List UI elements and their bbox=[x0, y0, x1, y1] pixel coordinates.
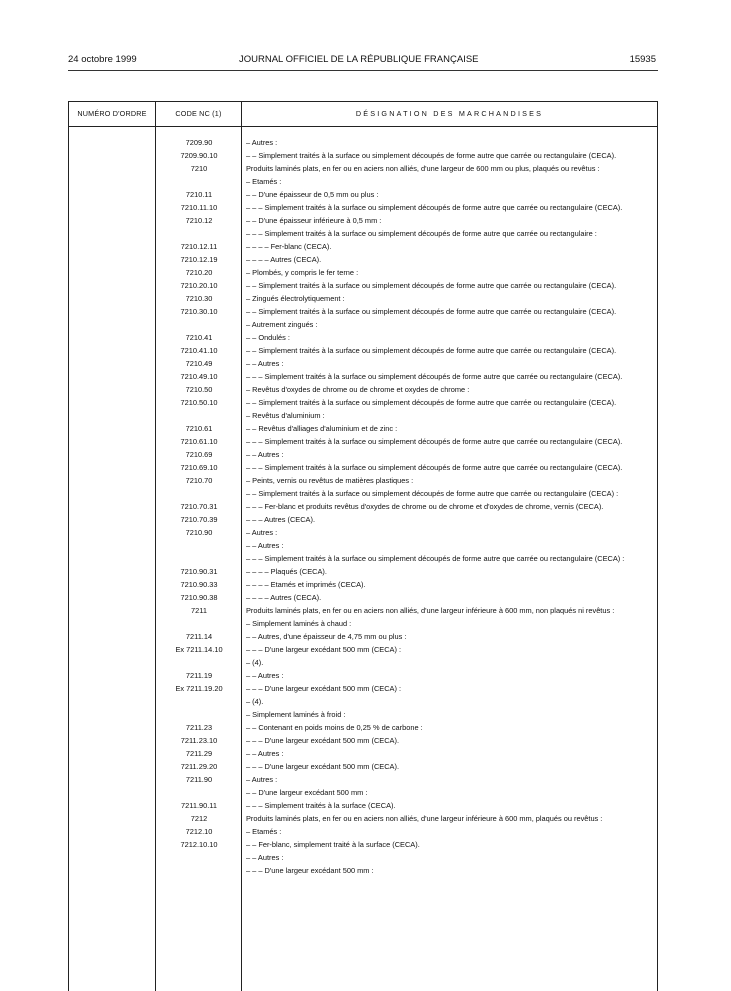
table-row bbox=[69, 554, 657, 563]
code-nc-cell: 7210.61 bbox=[185, 424, 213, 433]
code-nc-cell: 7210.90 bbox=[185, 528, 213, 537]
designation-cell: – – – – Plaqués (CECA). bbox=[246, 567, 327, 576]
goods-table bbox=[68, 101, 658, 991]
table-row bbox=[69, 697, 657, 706]
designation-cell: – Revêtus d'oxydes de chrome ou de chrome et oxydes de chrome : bbox=[246, 385, 470, 394]
designation-cell: – – – – Autres (CECA). bbox=[246, 593, 322, 602]
designation-cell: – – Autres : bbox=[246, 853, 284, 862]
designation-cell: – – Ondulés : bbox=[246, 333, 290, 342]
table-row bbox=[69, 307, 657, 316]
code-nc-cell: 7211.29.20 bbox=[180, 762, 218, 771]
table-row bbox=[69, 450, 657, 459]
code-nc-cell: 7209.90.10 bbox=[180, 151, 218, 160]
designation-cell: – Zingués électrolytiquement : bbox=[246, 294, 345, 303]
code-nc-cell: 7210 bbox=[190, 164, 208, 173]
designation-cell: Produits laminés plats, en fer ou en aciers non alliés, d'une largeur inférieure à 600 mm, plaqués ou revêtus : bbox=[246, 814, 603, 823]
designation-cell: – – Autres : bbox=[246, 450, 284, 459]
designation-cell: – – Simplement traités à la surface ou simplement découpés de forme autre que carrée ou rectangulaire (CECA). bbox=[246, 398, 617, 407]
table-row bbox=[69, 424, 657, 433]
table-row bbox=[69, 502, 657, 511]
designation-cell: – Simplement laminés à chaud : bbox=[246, 619, 352, 628]
table-row bbox=[69, 580, 657, 589]
table-row bbox=[69, 164, 657, 173]
code-nc-cell: 7210.50.10 bbox=[180, 398, 218, 407]
table-row bbox=[69, 138, 657, 147]
column-header-code-nc: CODE NC (1) bbox=[175, 109, 222, 118]
page-header bbox=[68, 54, 658, 68]
code-nc-cell: 7210.11.10 bbox=[180, 203, 218, 212]
code-nc-cell: 7210.69 bbox=[185, 450, 213, 459]
table-body bbox=[69, 138, 657, 879]
designation-cell: – Autres : bbox=[246, 138, 278, 147]
table-row bbox=[69, 398, 657, 407]
designation-cell: – – – – Autres (CECA). bbox=[246, 255, 322, 264]
code-nc-cell: 7210.30.10 bbox=[180, 307, 218, 316]
code-nc-cell: 7210.20 bbox=[185, 268, 213, 277]
code-nc-cell: 7210.70 bbox=[185, 476, 213, 485]
table-row bbox=[69, 463, 657, 472]
designation-cell: – – – Simplement traités à la surface ou simplement découpés de forme autre que carrée ou rectangulaire (CECA). bbox=[246, 203, 623, 212]
table-row bbox=[69, 814, 657, 823]
code-nc-cell: 7210.90.38 bbox=[180, 593, 218, 602]
table-row bbox=[69, 359, 657, 368]
table-row bbox=[69, 723, 657, 732]
table-row bbox=[69, 658, 657, 667]
code-nc-cell: 7212.10 bbox=[185, 827, 213, 836]
designation-cell: – – – Simplement traités à la surface ou simplement découpés de forme autre que carrée ou rectangulaire (CECA). bbox=[246, 372, 623, 381]
table-row bbox=[69, 671, 657, 680]
code-nc-cell: 7210.70.31 bbox=[180, 502, 218, 511]
table-row bbox=[69, 216, 657, 225]
table-header-rule bbox=[69, 126, 657, 127]
table-row bbox=[69, 866, 657, 875]
table-row bbox=[69, 515, 657, 524]
designation-cell: – – – – Etamés et imprimés (CECA). bbox=[246, 580, 366, 589]
table-row bbox=[69, 242, 657, 251]
code-nc-cell: 7212 bbox=[190, 814, 208, 823]
code-nc-cell: 7210.61.10 bbox=[180, 437, 218, 446]
code-nc-cell: 7210.50 bbox=[185, 385, 213, 394]
code-nc-cell: 7211.90.11 bbox=[181, 801, 217, 810]
code-nc-cell: 7211.29 bbox=[185, 749, 213, 758]
table-row bbox=[69, 411, 657, 420]
code-nc-cell: 7210.41.10 bbox=[180, 346, 218, 355]
designation-cell: – – D'une épaisseur inférieure à 0,5 mm : bbox=[246, 216, 382, 225]
table-row bbox=[69, 710, 657, 719]
code-nc-cell: 7210.12 bbox=[185, 216, 213, 225]
table-row bbox=[69, 476, 657, 485]
table-row bbox=[69, 346, 657, 355]
designation-cell: – Simplement laminés à froid : bbox=[246, 710, 346, 719]
table-row bbox=[69, 736, 657, 745]
designation-cell: – Plombés, y compris le fer terne : bbox=[246, 268, 359, 277]
code-nc-cell: 7210.11 bbox=[185, 190, 213, 199]
designation-cell: – – – Simplement traités à la surface ou simplement découpés de forme autre que carrée ou rectangulaire (CECA). bbox=[246, 437, 623, 446]
designation-cell: – – – D'une largeur excédant 500 mm (CECA). bbox=[246, 736, 399, 745]
designation-cell: – – Autres : bbox=[246, 541, 284, 550]
designation-cell: – – Revêtus d'alliages d'aluminium et de zinc : bbox=[246, 424, 398, 433]
table-row bbox=[69, 775, 657, 784]
designation-cell: – – – D'une largeur excédant 500 mm (CECA). bbox=[246, 762, 399, 771]
table-row bbox=[69, 788, 657, 797]
column-header-numero-ordre: NUMÉRO D'ORDRE bbox=[77, 109, 147, 118]
designation-cell: – Etamés : bbox=[246, 827, 282, 836]
journal-title: JOURNAL OFFICIEL DE LA RÉPUBLIQUE FRANÇAISE bbox=[239, 54, 479, 65]
designation-cell: – – Simplement traités à la surface ou simplement découpés de forme autre que carrée ou rectangulaire (CECA) : bbox=[246, 489, 619, 498]
designation-cell: – – – Simplement traités à la surface ou simplement découpés de forme autre que carrée ou rectangulaire : bbox=[246, 229, 597, 238]
designation-cell: – Autres : bbox=[246, 528, 278, 537]
table-row bbox=[69, 489, 657, 498]
designation-cell: – Etamés : bbox=[246, 177, 282, 186]
code-nc-cell: 7210.20.10 bbox=[180, 281, 218, 290]
table-row bbox=[69, 801, 657, 810]
code-nc-cell: 7210.30 bbox=[185, 294, 213, 303]
table-row bbox=[69, 749, 657, 758]
table-row bbox=[69, 593, 657, 602]
designation-cell: – – – D'une largeur excédant 500 mm (CECA) : bbox=[246, 645, 402, 654]
table-row bbox=[69, 853, 657, 862]
code-nc-cell: 7210.49 bbox=[185, 359, 213, 368]
designation-cell: – – – Simplement traités à la surface ou simplement découpés de forme autre que carrée ou rectangulaire (CECA). bbox=[246, 463, 623, 472]
table-row bbox=[69, 840, 657, 849]
code-nc-cell: 7209.90 bbox=[185, 138, 213, 147]
column-header-designation: DÉSIGNATION DES MARCHANDISES bbox=[355, 109, 544, 118]
code-nc-cell: 7210.12.11 bbox=[180, 242, 218, 251]
designation-cell: – – Autres : bbox=[246, 359, 284, 368]
designation-cell: – – Autres, d'une épaisseur de 4,75 mm ou plus : bbox=[246, 632, 407, 641]
designation-cell: – – – D'une largeur excédant 500 mm : bbox=[246, 866, 374, 875]
code-nc-cell: Ex 7211.14.10 bbox=[175, 645, 223, 654]
designation-cell: – Autrement zingués : bbox=[246, 320, 318, 329]
table-row bbox=[69, 645, 657, 654]
table-row bbox=[69, 268, 657, 277]
table-row bbox=[69, 372, 657, 381]
designation-cell: – – Fer-blanc, simplement traité à la surface (CECA). bbox=[246, 840, 420, 849]
table-row bbox=[69, 333, 657, 342]
code-nc-cell: 7210.90.33 bbox=[180, 580, 218, 589]
table-row bbox=[69, 762, 657, 771]
table-row bbox=[69, 255, 657, 264]
table-row bbox=[69, 632, 657, 641]
code-nc-cell: 7210.12.19 bbox=[180, 255, 218, 264]
table-row bbox=[69, 294, 657, 303]
designation-cell: – (4). bbox=[246, 658, 264, 667]
table-row bbox=[69, 203, 657, 212]
designation-cell: – – – D'une largeur excédant 500 mm (CECA) : bbox=[246, 684, 402, 693]
table-row bbox=[69, 567, 657, 576]
designation-cell: – – – Simplement traités à la surface ou simplement découpés de forme autre que carrée ou rectangulaire (CECA) : bbox=[246, 554, 625, 563]
table-row bbox=[69, 177, 657, 186]
designation-cell: – – Autres : bbox=[246, 749, 284, 758]
code-nc-cell: 7210.41 bbox=[185, 333, 213, 342]
code-nc-cell: 7211.23.10 bbox=[180, 736, 218, 745]
header-rule bbox=[68, 70, 658, 71]
code-nc-cell: 7210.90.31 bbox=[180, 567, 218, 576]
designation-cell: – Autres : bbox=[246, 775, 278, 784]
designation-cell: – – D'une épaisseur de 0,5 mm ou plus : bbox=[246, 190, 379, 199]
code-nc-cell: 7211.14 bbox=[185, 632, 213, 641]
designation-cell: Produits laminés plats, en fer ou en aciers non alliés, d'une largeur inférieure à 600 mm, non plaqués ni revêtus : bbox=[246, 606, 615, 615]
page-number: 15935 bbox=[629, 54, 656, 65]
code-nc-cell: 7212.10.10 bbox=[180, 840, 218, 849]
designation-cell: – – – Autres (CECA). bbox=[246, 515, 316, 524]
designation-cell: – – Simplement traités à la surface ou simplement découpés de forme autre que carrée ou rectangulaire (CECA). bbox=[246, 281, 617, 290]
table-row bbox=[69, 827, 657, 836]
table-row bbox=[69, 229, 657, 238]
code-nc-cell: 7210.69.10 bbox=[180, 463, 218, 472]
designation-cell: – – Contenant en poids moins de 0,25 % de carbone : bbox=[246, 723, 423, 732]
designation-cell: – – – – Fer-blanc (CECA). bbox=[246, 242, 332, 251]
designation-cell: – – Autres : bbox=[246, 671, 284, 680]
code-nc-cell: 7211.23 bbox=[185, 723, 213, 732]
designation-cell: – – Simplement traités à la surface ou simplement découpés de forme autre que carrée ou rectangulaire (CECA). bbox=[246, 307, 617, 316]
code-nc-cell: 7211 bbox=[191, 606, 207, 615]
designation-cell: Produits laminés plats, en fer ou en aciers non alliés, d'une largeur de 600 mm ou plus, plaqués ou revêtus : bbox=[246, 164, 600, 173]
publication-date: 24 octobre 1999 bbox=[68, 54, 137, 65]
table-row bbox=[69, 281, 657, 290]
code-nc-cell: 7210.49.10 bbox=[180, 372, 218, 381]
table-row bbox=[69, 190, 657, 199]
table-row bbox=[69, 606, 657, 615]
table-row bbox=[69, 151, 657, 160]
designation-cell: – – – Simplement traités à la surface (CECA). bbox=[246, 801, 396, 810]
table-row bbox=[69, 541, 657, 550]
table-row bbox=[69, 320, 657, 329]
code-nc-cell: 7211.90 bbox=[185, 775, 213, 784]
designation-cell: – – – Fer-blanc et produits revêtus d'oxydes de chrome ou de chrome et d'oxydes de chrome, vernis (CECA). bbox=[246, 502, 604, 511]
designation-cell: – Peints, vernis ou revêtus de matières plastiques : bbox=[246, 476, 414, 485]
code-nc-cell: 7210.70.39 bbox=[180, 515, 218, 524]
table-row bbox=[69, 437, 657, 446]
table-row bbox=[69, 385, 657, 394]
designation-cell: – – D'une largeur excédant 500 mm : bbox=[246, 788, 368, 797]
designation-cell: – Revêtus d'aluminium : bbox=[246, 411, 325, 420]
designation-cell: – (4). bbox=[246, 697, 264, 706]
code-nc-cell: 7211.19 bbox=[185, 671, 213, 680]
designation-cell: – – Simplement traités à la surface ou simplement découpés de forme autre que carrée ou rectangulaire (CECA). bbox=[246, 346, 617, 355]
table-row bbox=[69, 619, 657, 628]
code-nc-cell: Ex 7211.19.20 bbox=[175, 684, 223, 693]
designation-cell: – – Simplement traités à la surface ou simplement découpés de forme autre que carrée ou rectangulaire (CECA). bbox=[246, 151, 617, 160]
table-row bbox=[69, 684, 657, 693]
table-row bbox=[69, 528, 657, 537]
